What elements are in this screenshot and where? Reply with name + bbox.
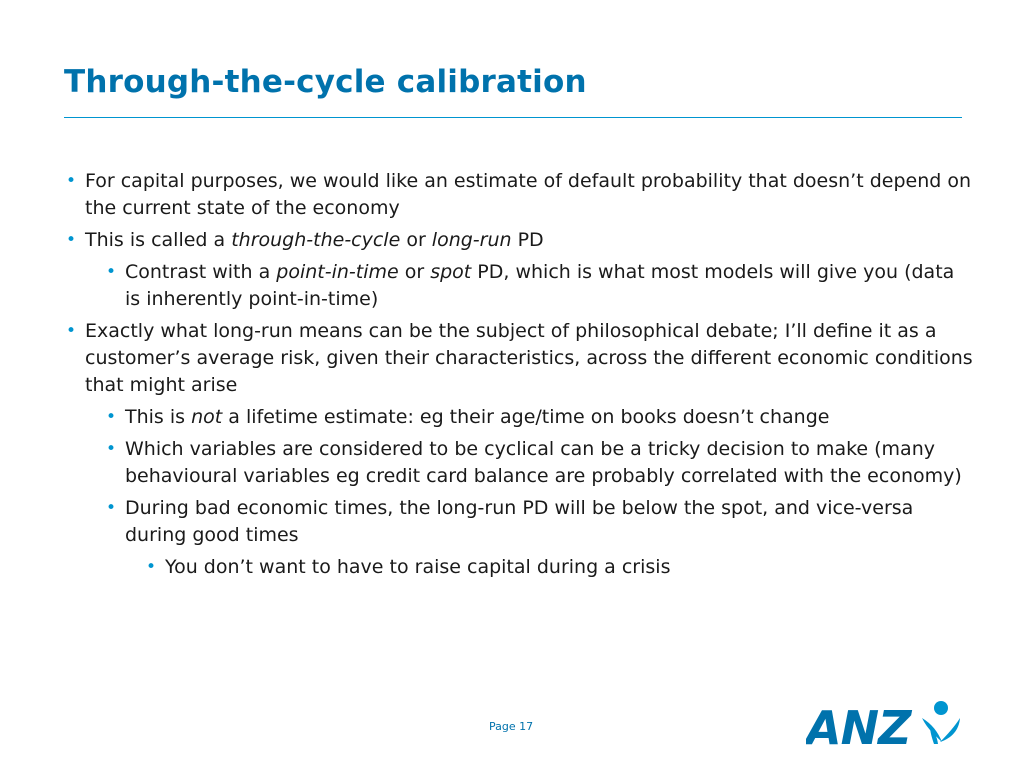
sub-bullet-item (64, 495, 974, 549)
bullet-marker: • (66, 171, 77, 191)
sub-bullet-item (64, 259, 974, 313)
sub-sub-bullet-item (64, 554, 974, 581)
bullet-item (64, 318, 974, 399)
page-number: Page 17 (489, 720, 534, 733)
bullet-text: Exactly what long-run means can be the subject of philosophical debate; I’ll define it as a customer’s average risk, given their characteristics, across the different economic conditions that might arise (85, 320, 973, 396)
bullet-marker: • (106, 498, 117, 518)
bullet-marker: • (106, 439, 117, 459)
logo-wordmark: ANZ (806, 701, 911, 748)
bullet-text: Contrast with a point-in-time or spot PD, which is what most models will give you (data is inherently point-in-time) (125, 261, 955, 310)
bullet-list (64, 168, 974, 586)
bullet-text: During bad economic times, the long-run PD will be below the spot, and vice-versa during good times (125, 497, 914, 546)
bullet-marker: • (66, 230, 77, 250)
bullet-marker: • (106, 407, 117, 427)
bullet-text: For capital purposes, we would like an estimate of default probability that doesn’t depend on the current state of the economy (85, 170, 972, 219)
bullet-item (64, 227, 974, 254)
logo-people-icon (922, 701, 960, 744)
bullet-text: Which variables are considered to be cyclical can be a tricky decision to make (many behavioural variables eg credit card balance are probably correlated with the economy) (125, 438, 962, 487)
emphasis-text: point-in-time (276, 261, 399, 283)
emphasis-text: through-the-cycle (231, 229, 401, 251)
slide-title: Through-the-cycle calibration (64, 64, 587, 100)
bullet-marker: • (146, 557, 157, 577)
bullet-text: This is called a through-the-cycle or long-run PD (85, 229, 544, 251)
sub-bullet-item (64, 436, 974, 490)
anz-logo (806, 696, 964, 748)
bullet-marker: • (66, 321, 77, 341)
sub-bullet-item (64, 404, 974, 431)
emphasis-text: not (191, 406, 223, 428)
bullet-item (64, 168, 974, 222)
bullet-marker: • (106, 262, 117, 282)
emphasis-text: long-run (431, 229, 512, 251)
title-divider (64, 117, 962, 118)
bullet-text: You don’t want to have to raise capital during a crisis (165, 556, 671, 578)
bullet-text: This is not a lifetime estimate: eg their age/time on books doesn’t change (125, 406, 830, 428)
emphasis-text: spot (430, 261, 472, 283)
